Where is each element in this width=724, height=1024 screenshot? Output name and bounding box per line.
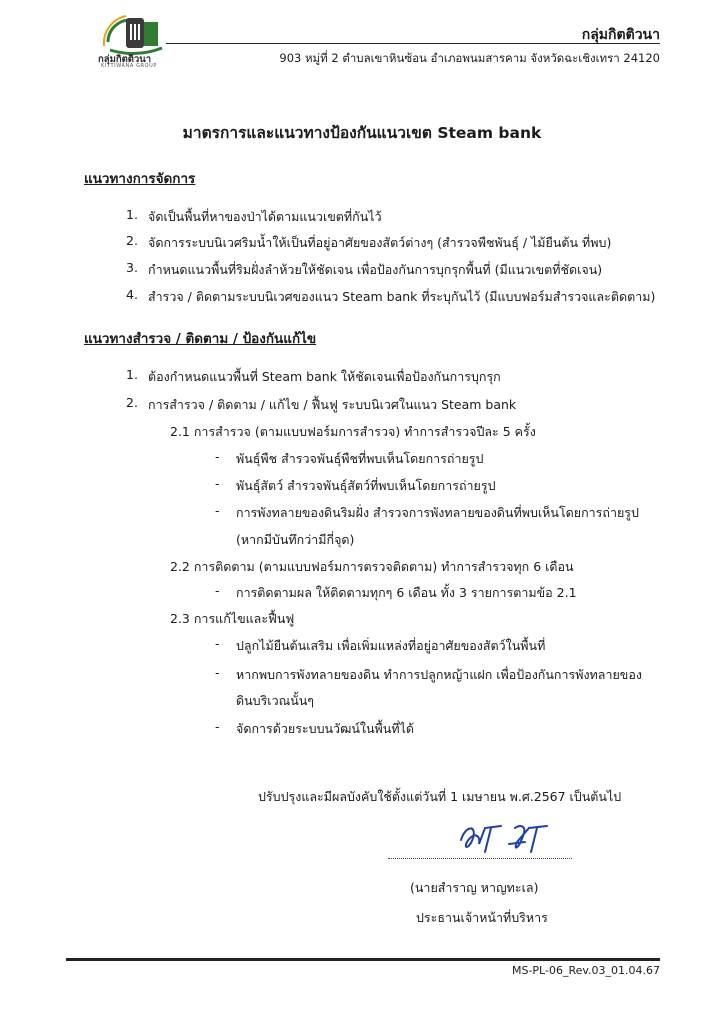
document-title: มาตรการและแนวทางป้องกันแนวเขต Steam bank [182,124,542,142]
list-number: 1. [126,207,138,222]
handwritten-signature [455,818,565,858]
list-number: 1. [126,367,138,382]
signer-name: (นายสำราญ หาญทะเล) [410,880,539,895]
bullet-item: จัดการด้วยระบบนวัฒน์ในพื้นที่ได้ [236,721,414,736]
subsection-heading: 2.2 การติดตาม (ตามแบบฟอร์มการตรวจติดตาม) ทำการสำรวจทุก 6 เดือน [170,559,574,574]
header-divider [166,43,660,44]
bullet-dash: - [215,636,220,651]
logo-subtitle: KITTIWANA GROUP [101,63,158,69]
bullet-item: พันธุ์สัตว์ สำรวจพันธุ์สัตว์ที่พบเห็นโดยการถ่ายรูป [236,478,496,493]
bullet-dash: - [215,476,220,491]
section-heading-survey: แนวทางสำรวจ / ติดตาม / ป้องกันแก้ไข [84,331,317,347]
company-name: กลุ่มกิตติวนา [581,27,660,43]
subsection-heading: 2.1 การสำรวจ (ตามแบบฟอร์มการสำรวจ) ทำการสำรวจปีละ 5 ครั้ง [170,424,536,439]
list-number: 4. [126,287,138,302]
effective-date-statement: ปรับปรุงและมีผลบังคับใช้ตั้งแต่วันที่ 1 เมษายน พ.ศ.2567 เป็นต้นไป [258,789,622,804]
list-item: การสำรวจ / ติดตาม / แก้ไข / ฟื้นฟู ระบบนิเวศในแนว Steam bank [148,397,517,412]
list-item: จัดการระบบนิเวศริมน้ำให้เป็นที่อยู่อาศัยของสัตว์ต่างๆ (สำรวจพืชพันธุ์ / ไม้ยืนต้น ที่พบ) [148,235,612,250]
bullet-dash: - [215,583,220,598]
signer-position: ประธานเจ้าหน้าที่บริหาร [416,910,548,925]
list-number: 3. [126,260,138,275]
bullet-item: ปลูกไม้ยืนต้นเสริม เพื่อเพิ่มแหล่งที่อยู่อาศัยของสัตว์ในพื้นที่ [236,638,546,653]
signature-line [388,858,572,859]
bullet-item-continuation: (หากมีบันทึกว่ามีกี่จุด) [236,532,355,547]
list-item: กำหนดแนวพื้นที่ริมฝั่งลำห้วยให้ชัดเจน เพื่อป้องกันการบุกรุกพื้นที่ (มีแนวเขตที่ชัดเจน) [148,262,603,277]
bullet-dash: - [215,719,220,734]
list-item: ต้องกำหนดแนวพื้นที่ Steam bank ให้ชัดเจนเพื่อป้องกันการบุกรุก [148,369,501,384]
bullet-item: การพังทลายของดินริมฝั่ง สำรวจการพังทลายของดินที่พบเห็นโดยการถ่ายรูป [236,505,639,520]
bullet-item: พันธุ์พืช สำรวจพันธุ์พืชที่พบเห็นโดยการถ่ายรูป [236,451,484,466]
section-heading-management: แนวทางการจัดการ [84,171,196,187]
list-item: สำรวจ / ติดตามระบบนิเวศของแนว Steam bank ที่ระบุกันไว้ (มีแบบฟอร์มสำรวจและติดตาม) [148,289,656,304]
bullet-dash: - [215,503,220,518]
document-code: MS-PL-06_Rev.03_01.04.67 [511,964,660,977]
footer-divider [66,958,660,961]
list-number: 2. [126,395,138,410]
bullet-item: การติดตามผล ให้ติดตามทุกๆ 6 เดือน ทั้ง 3 รายการตามข้อ 2.1 [236,585,577,600]
list-item: จัดเป็นพื้นที่หาของป่าได้ตามแนวเขตที่กันไว้ [148,209,382,224]
list-number: 2. [126,233,138,248]
bullet-item: หากพบการพังทลายของดิน ทำการปลูกหญ้าแฝก เพื่อป้องกันการพังทลายของ [236,667,642,682]
subsection-heading: 2.3 การแก้ไขและฟื้นฟู [170,611,295,626]
company-address: 903 หมู่ที่ 2 ตำบลเขาหินซ้อน อำเภอพนมสารคาม จังหวัดฉะเชิงเทรา 24120 [279,51,660,65]
bullet-item-continuation: ดินบริเวณนั้นๆ [236,693,315,708]
bullet-dash: - [215,449,220,464]
bullet-dash: - [215,665,220,680]
logo-text: กลุ่มกิตติวนา [98,54,152,65]
